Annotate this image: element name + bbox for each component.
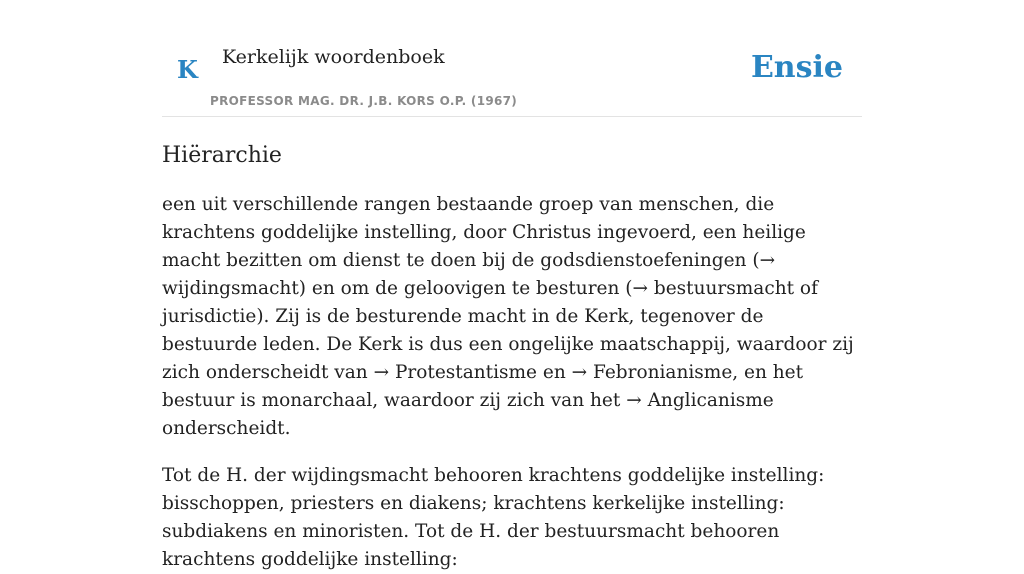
entry-title: Hiërarchie (162, 143, 282, 168)
ensie-logo-link[interactable]: Ensie (750, 50, 843, 85)
entry-paragraph (162, 191, 862, 443)
link-anglicanisme[interactable]: → Anglicanisme (626, 390, 774, 411)
book-title[interactable]: Kerkelijk woordenboek (222, 46, 445, 68)
link-protestantisme[interactable]: → Protestantisme (373, 362, 537, 383)
book-header (162, 0, 862, 117)
link-wijdingsmacht[interactable]: → wijdingsmacht (162, 250, 776, 299)
link-bestuursmacht[interactable]: → bestuursmacht of jurisdictie (162, 278, 818, 327)
page (162, 0, 862, 574)
paragraph-text: ) en om de geloovigen te besturen ( (298, 278, 633, 299)
paragraph-text: en (536, 362, 572, 383)
paragraph-text: ). Zij is de besturende macht in de Kerk, tegenover de bestuurde leden. De Kerk is dus een ongelijke maatschappij, waardoor zij zich onderscheidt van (162, 306, 854, 383)
entry-paragraph-2: Tot de H. der wijdingsmacht behooren krachtens goddelijke instelling: bisschoppen, priesters en diakens; krachtens kerkelijke instelling: subdiakens en minoristen. Tot de H. der bestuursmacht behooren krachtens goddelijke instelling: (162, 465, 825, 570)
book-logo[interactable]: K (177, 55, 198, 84)
paragraph-text: , en het bestuur is monarchaal, waardoor zij zich van het (162, 362, 804, 411)
paragraph-text: een uit verschillende rangen bestaande groep van menschen, die krachtens goddelijke instelling, door Christus ingevoerd, een heilige macht bezitten om dienst te doen bij de godsdienstoefeningen ( (162, 194, 806, 271)
book-author: PROFESSOR MAG. DR. J.B. KORS O.P. (1967) (210, 94, 518, 108)
paragraph-text: onderscheidt. (162, 418, 291, 439)
link-febronianisme[interactable]: → Febronianisme (571, 362, 733, 383)
